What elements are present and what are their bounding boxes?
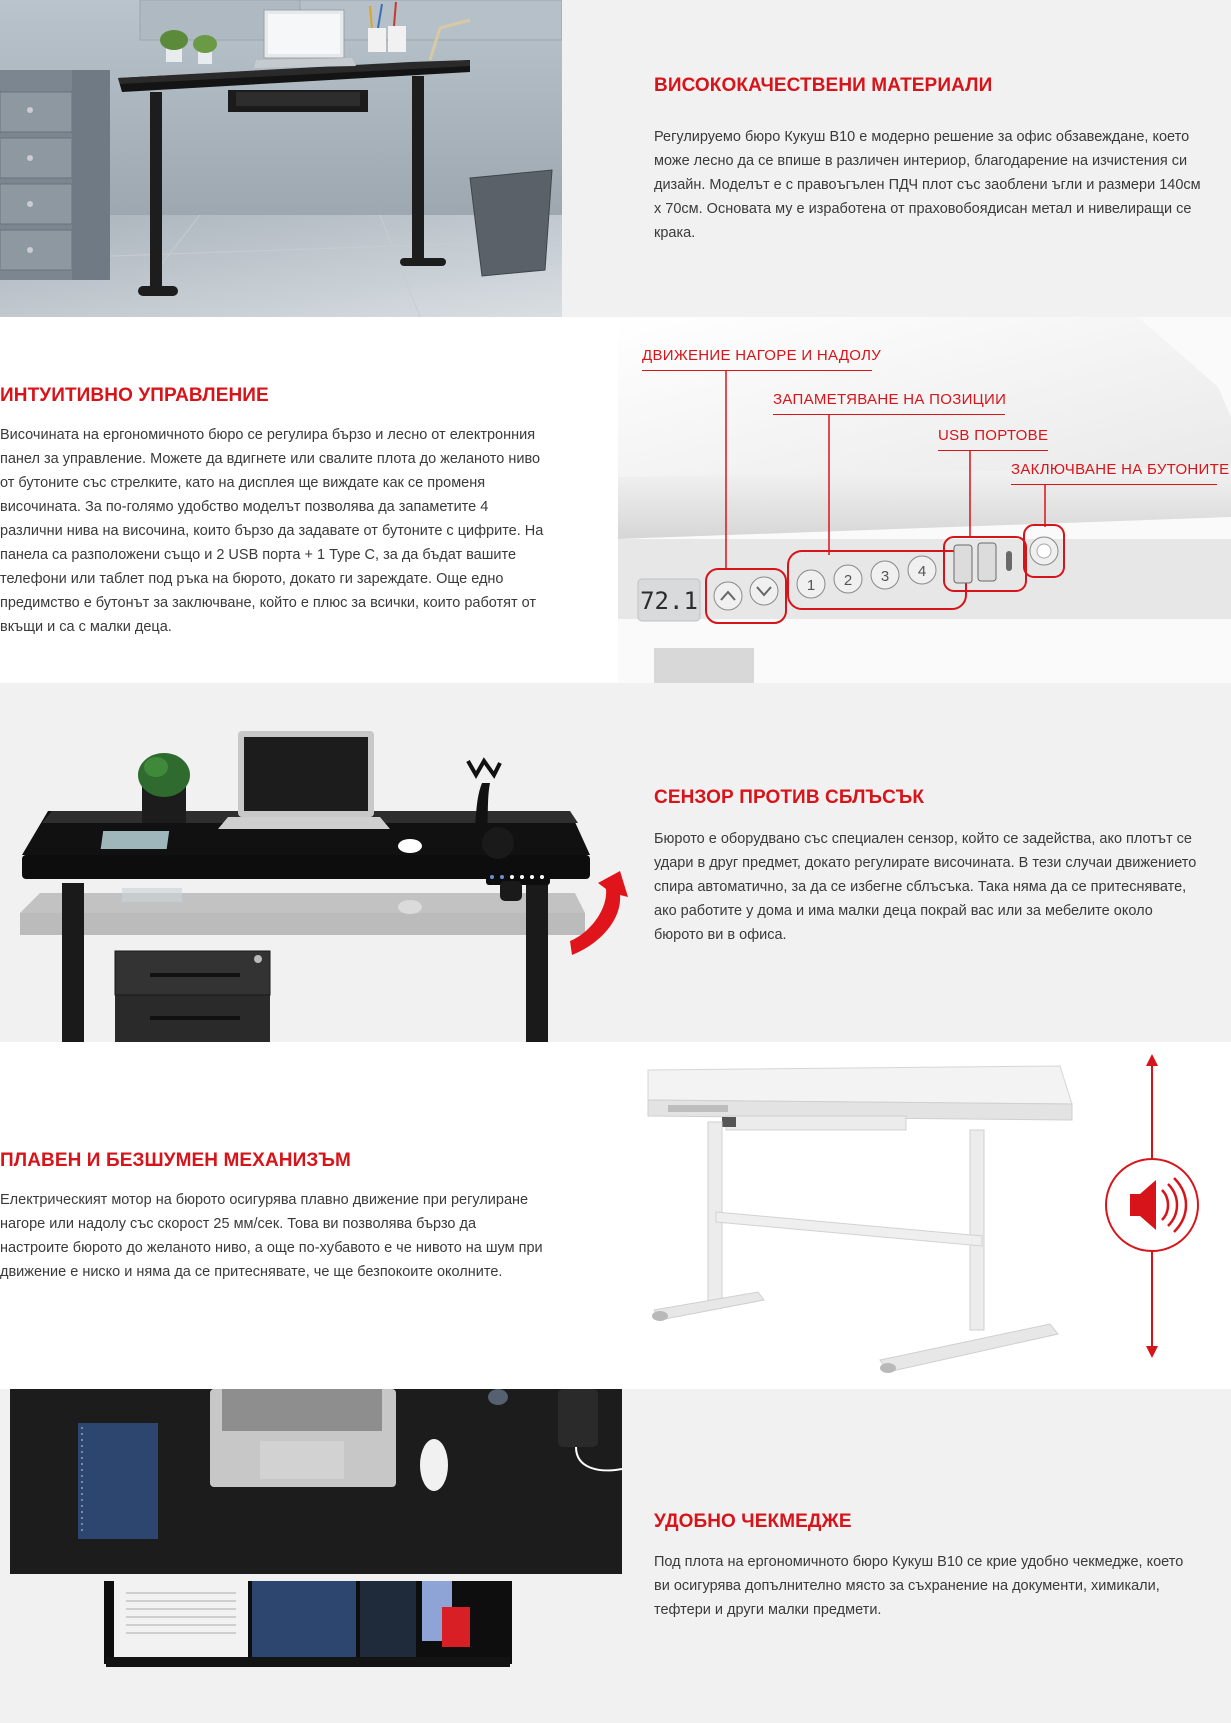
height-display: 72.1	[640, 587, 698, 615]
callout-up-down: ДВИЖЕНИЕ НАГОРЕ И НАДОЛУ	[642, 347, 872, 371]
section-text: Под плота на ергономичното бюро Кукуш B10 се крие удобно чекмедже, което ви осигурява допълнително място за съхранение на документи, химикали, тефтери и други малки предмети.	[654, 1554, 1184, 1618]
usb-c-port-icon	[1006, 551, 1012, 571]
callout-memory: ЗАПАМЕТЯВАНЕ НА ПОЗИЦИИ	[773, 391, 1005, 415]
section-text: Електрическият мотор на бюрото осигурява плавно движение при регулиране нагоре или надолу със скорост 25 мм/сек. Това ви позволява бързо да настроите бюрото до желаното ниво, а още по-хубавото е че нивото на шум при движение е ниско и няма да се притеснявате, че ще безпокоите околните.	[0, 1192, 543, 1280]
section-mechanism	[0, 1042, 1231, 1389]
section-sensor	[0, 683, 1231, 1042]
office-desk-photo	[0, 0, 562, 317]
section-text: Бюрото е оборудвано със специален сензор, който се задейства, ако плотът се удари в друг предмет, докато регулирате височината. В тези случаи движението спира автоматично, за да се избегне сблъсъка. Така няма да се притеснявате, ако работите у дома и има малки деца покрай вас или за мебелите около бюрото ви в офиса.	[654, 831, 1197, 943]
memory-button-label: 3	[880, 568, 890, 585]
up-arrow-button[interactable]	[714, 582, 742, 610]
usb-port-icon	[978, 543, 996, 581]
memory-button-label: 1	[806, 577, 816, 594]
memory-button-label: 4	[917, 563, 927, 580]
section-materials	[0, 0, 1231, 317]
section-text: Височината на ергономичното бюро се регулира бързо и лесно от електронния панел за управление. Можете да вдигнете или свалите плота до желаното ниво от бутоните със стрелките, като на дисплея ще виждате как се променя височината. За по-голямо удобство моделът позволява да запаметите 4 различни нива на височина, които бързо да задавате от бутоните с цифрите. На панела са разположени също и 2 USB порта + 1 Type C, за да бъдат вашите телефони или таблет под ръка на бюрото, докато ги зареждате. Още едно предимство е бутонът за заключване, който е плюс за всички, които работят от вкъщи и са с малки деца.	[0, 427, 544, 635]
white-desk-photo	[640, 1042, 1231, 1389]
lock-icon	[1037, 544, 1051, 558]
section-heading: ВИСОКОКАЧЕСТВЕНИ МАТЕРИАЛИ	[654, 75, 993, 96]
down-arrow-button[interactable]	[750, 577, 778, 605]
callout-lock: ЗАКЛЮЧВАНЕ НА БУТОНИТЕ	[1011, 461, 1217, 485]
callout-usb: USB ПОРТОВЕ	[938, 427, 1048, 451]
section-heading: УДОБНО ЧЕКМЕДЖЕ	[654, 1511, 852, 1532]
section-controls	[0, 317, 1231, 683]
usb-port-icon	[954, 545, 972, 583]
anti-collision-desk-photo	[0, 683, 640, 1042]
section-text: Регулируемо бюро Кукуш B10 е модерно решение за офис обзавеждане, което може лесно да се впише в различен интериор, благодарение на изчистения си дизайн. Моделът е с правоъгълен ПДЧ плот със заоблени ъгли и размери 140см x 70см. Основата му е изработена от праховобоядисан метал и нивелиращи се крака.	[654, 129, 1201, 241]
drawer-photo	[10, 1389, 622, 1672]
control-panel-photo	[618, 317, 1231, 683]
section-heading: ПЛАВЕН И БЕЗШУМЕН МЕХАНИЗЪМ	[0, 1150, 351, 1171]
memory-button-label: 2	[843, 572, 853, 589]
section-drawer	[0, 1389, 1231, 1723]
section-heading: ИНТУИТИВНО УПРАВЛЕНИЕ	[0, 385, 269, 406]
section-heading: СЕНЗОР ПРОТИВ СБЛЪСЪК	[654, 787, 925, 808]
